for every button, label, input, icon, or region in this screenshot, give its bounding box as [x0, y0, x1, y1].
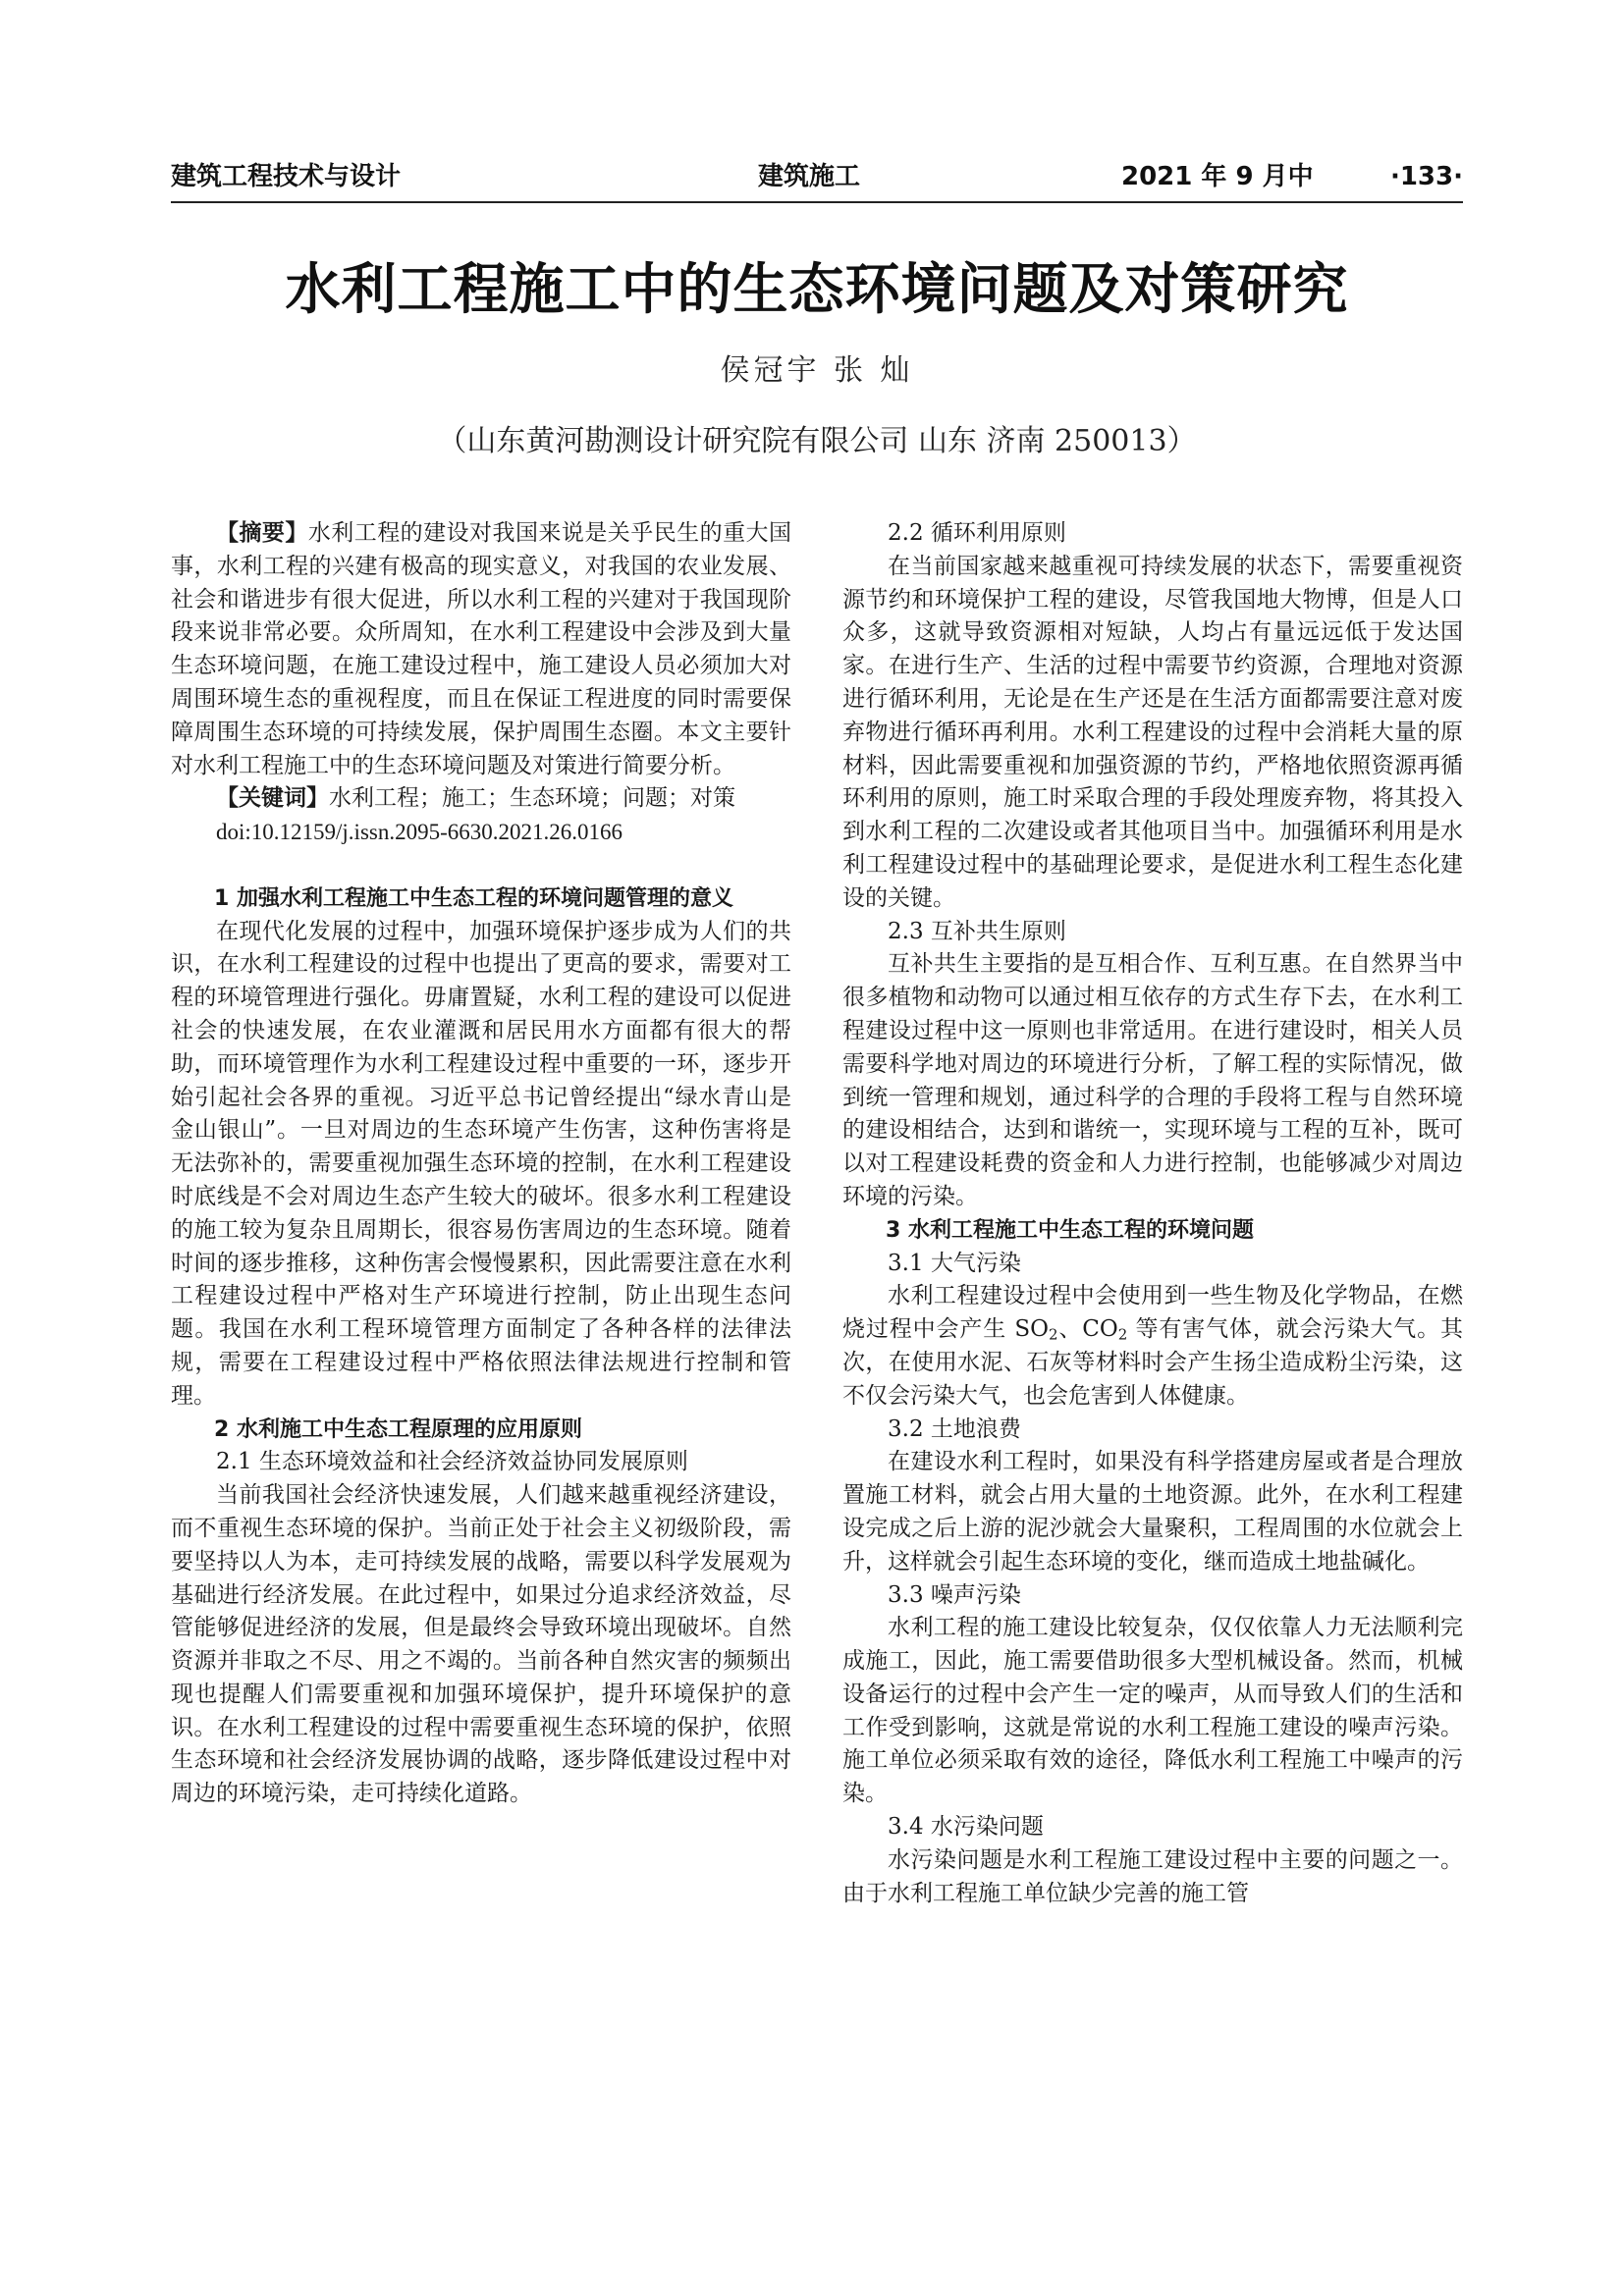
section-3-1-paragraph [842, 1280, 1463, 1413]
section-1-paragraph: 在现代化发展的过程中，加强环境保护逐步成为人们的共识，在水利工程建设的过程中也提出了更高的要求，需要对工程的环境管理进行强化。毋庸置疑，水利工程的建设可以促进社会的快速发展，在农业灌溉和居民用水方面都有很大的帮助，而环境管理作为水利工程建设过程中重要的一环，逐步开始引起社会各界的重视。习近平总书记曾经提出“绿水青山是金山银山”。一旦对周边的生态环境产生伤害，这种伤害将是无法弥补的，需要重视加强生态环境的控制，在水利工程建设时底线是不会对周边生态产生较大的破坏。很多水利工程建设的施工较为复杂且周期长，很容易伤害周边的生态环境。随着时间的逐步推移，这种伤害会慢慢累积，因此需要注意在水利工程建设过程中严格对生产环境进行控制，防止出现生态问题。我国在水利工程环境管理方面制定了各种各样的法律法规，需要在工程建设过程中严格依照法律法规进行控制和管理。 [171, 918, 791, 1409]
section-3-2-heading: 3.2 土地浪费 [888, 1415, 1021, 1442]
right-column [842, 517, 1463, 1910]
section-3-2-paragraph: 在建设水利工程时，如果没有科学搭建房屋或者是合理放置施工材料，就会占用大量的土地资源。此外，在水利工程建设完成之后上游的泥沙就会大量聚积，工程周围的水位就会上升，这样就会引起生态环境的变化，继而造成土地盐碱化。 [842, 1449, 1463, 1575]
article-authors: 侯冠宇 张 灿 [720, 353, 914, 388]
abstract-text: 水利工程的建设对我国来说是关乎民生的重大国事，水利工程的兴建有极高的现实意义，对我国的农业发展、社会和谐进步有很大促进，所以水利工程的兴建对于我国现阶段来说非常必要。众所周知，在水利工程建设中会涉及到大量生态环境问题，在施工建设过程中，施工建设人员必须加大对周围环境生态的重视程度，而且在保证工程进度的同时需要保障周围生态环境的可持续发展，保护周围生态圈。本文主要针对水利工程施工中的生态环境问题及对策进行简要分析。 [171, 520, 792, 778]
keywords-text: 水利工程；施工；生态环境；问题；对策 [329, 785, 735, 812]
section-name: 建筑施工 [758, 162, 861, 191]
running-header [171, 157, 1463, 196]
article-affiliation: （山东黄河勘测设计研究院有限公司 山东 济南 250013） [437, 424, 1197, 458]
keywords-label: 【关键词】 [216, 785, 329, 812]
so2-subscript: 2 [1049, 1325, 1058, 1344]
section-2-1-paragraph: 当前我国社会经济快速发展，人们越来越重视经济建设，而不重视生态环境的保护。当前正处于社会主义初级阶段，需要坚持以人为本，走可持续发展的战略，需要以科学发展观为基础进行经济发展。在此过程中，如果过分追求经济效益，尽管能够促进经济的发展，但是最终会导致环境出现破坏。自然资源并非取之不尽、用之不竭的。当前各种自然灾害的频频出现也提醒人们需要重视和加强环境保护，提升环境保护的意识。在水利工程建设的过程中需要重视生态环境的保护，依照生态环境和社会经济发展协调的战略，逐步降低建设过程中对周边的环境污染，走可持续化道路。 [171, 1482, 791, 1807]
s31-text-a: 水利工程建设过程中会使用到一些生物及化学物品，在燃烧过程中会产生 SO [842, 1283, 1463, 1343]
doi: doi:10.12159/j.issn.2095-6630.2021.26.0166 [216, 820, 623, 845]
section-3-3-paragraph: 水利工程的施工建设比较复杂，仅仅依靠人力无法顺利完成施工，因此，施工需要借助很多大型机械设备。然而，机械设备运行的过程中会产生一定的噪声，从而导致人们的生活和工作受到影响，这就是常说的水利工程施工建设的噪声污染。施工单位必须采取有效的途径，降低水利工程施工中噪声的污染。 [842, 1615, 1463, 1807]
section-2-1-heading: 2.1 生态环境效益和社会经济效益协同发展原则 [216, 1449, 688, 1475]
section-3-1-heading: 3.1 大气污染 [888, 1250, 1021, 1276]
section-3-heading: 3 水利工程施工中生态工程的环境问题 [886, 1217, 1254, 1243]
abstract [171, 517, 791, 782]
section-2-3-paragraph: 互补共生主要指的是互相合作、互利互惠。在自然界当中很多植物和动物可以通过相互依存的方式生存下去，在水利工程建设过程中这一原则也非常适用。在进行建设时，相关人员需要科学地对周边的环境进行分析，了解工程的实际情况，做到统一管理和规划，通过科学的合理的手段将工程与自然环境的建设相结合，达到和谐统一，实现环境与工程的互补，既可以对工程建设耗费的资金和人力进行控制，也能够减少对周边环境的污染。 [842, 951, 1463, 1209]
section-2-2-heading: 2.2 循环利用原则 [888, 520, 1066, 546]
spacer [171, 849, 791, 882]
section-2-heading: 2 水利施工中生态工程原理的应用原则 [214, 1416, 582, 1442]
section-3-4-heading: 3.4 水污染问题 [888, 1814, 1044, 1841]
issue-date: 2021 年 9 月中 [1121, 162, 1314, 191]
section-2-2-paragraph: 在当前国家越来越重视可持续发展的状态下，需要重视资源节约和环境保护工程的建设，尽管我国地大物博，但是人口众多，这就导致资源相对短缺，人均占有量远远低于发达国家。在进行生产、生活的过程中需要节约资源，合理地对资源进行循环利用，无论是在生产还是在生活方面都需要注意对废弃物进行循环再利用。水利工程建设的过程中会消耗大量的原材料，因此需要重视和加强资源的节约，严格地依照资源再循环利用的原则，施工时采取合理的手段处理废弃物，将其投入到水利工程的二次建设或者其他项目当中。加强循环利用是水利工程建设过程中的基础理论要求，是促进水利工程生态化建设的关键。 [842, 553, 1463, 911]
co2-subscript: 2 [1117, 1325, 1128, 1344]
s31-text-b: 、CO [1057, 1316, 1118, 1343]
header-rule [171, 201, 1463, 203]
section-2-3-heading: 2.3 互补共生原则 [888, 918, 1066, 944]
left-column [171, 517, 791, 1811]
section-3-3-heading: 3.3 噪声污染 [888, 1581, 1021, 1608]
keywords [171, 782, 791, 816]
page-number: ·133· [1389, 162, 1463, 191]
section-1-heading: 1 加强水利工程施工中生态工程的环境问题管理的意义 [214, 885, 733, 911]
abstract-label: 【摘要】 [216, 520, 308, 546]
journal-name: 建筑工程技术与设计 [171, 162, 402, 191]
s31-text-c: 等有害气体，就会污染大气。其次，在使用水泥、石灰等材料时会产生扬尘造成粉尘污染，这不仅会污染大气，也会危害到人体健康。 [842, 1316, 1463, 1409]
section-3-4-paragraph: 水污染问题是水利工程施工建设过程中主要的问题之一。由于水利工程施工单位缺少完善的施工管 [842, 1846, 1463, 1906]
article-title: 水利工程施工中的生态环境问题及对策研究 [285, 257, 1349, 322]
